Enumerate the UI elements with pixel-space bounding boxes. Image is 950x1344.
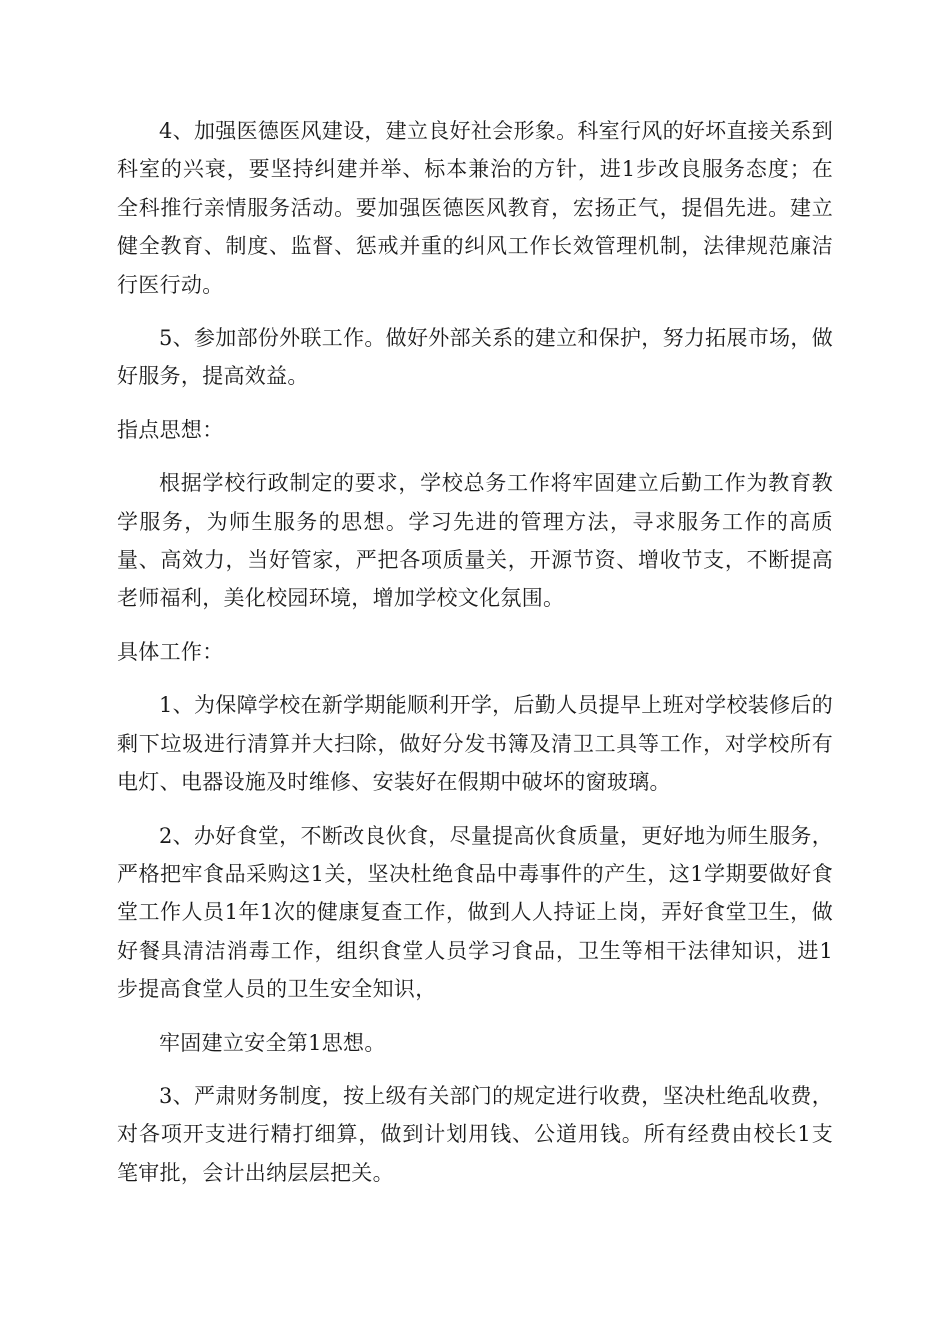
paragraph-work-2: 2、办好食堂，不断改良伙食，尽量提高伙食质量，更好地为师生服务，严格把牢食品采购这1关，坚决杜绝食品中毒事件的产生，这1学期要做好食堂工作人员1年1次的健康复查工作，做到人人持证上岗，弄好食堂卫生，做好餐具清洁消毒工作，组织食堂人员学习食品，卫生等相干法律知识，进1步提高食堂人员的卫生安全知识， [117,823,833,1002]
section-heading-specific-work: 具体工作： [117,639,224,664]
paragraph-work-1: 1、为保障学校在新学期能顺利开学，后勤人员提早上班对学校装修后的剩下垃圾进行清算并大扫除，做好分发书簿及清卫工具等工作，对学校所有电灯、电器设施及时维修、安装好在假期中破坏的窗玻璃。 [117,693,833,795]
paragraph-item-5: 5、参加部份外联工作。做好外部关系的建立和保护，努力拓展市场，做好服务，提高效益。 [117,326,833,389]
document-body [117,112,833,1207]
paragraph-safety-first: 牢固建立安全第1思想。 [159,1030,386,1055]
paragraph-guiding-thought: 根据学校行政制定的要求，学校总务工作将牢固建立后勤工作为教育教学服务，为师生服务的思想。学习先进的管理方法，寻求服务工作的高质量、高效力，当好管家，严把各项质量关，开源节资、增收节支，不断提高老师福利，美化校园环境，增加学校文化氛围。 [117,471,833,611]
section-heading-guiding-thought: 指点思想： [117,417,224,442]
paragraph-item-4: 4、加强医德医风建设，建立良好社会形象。科室行风的好坏直接关系到科室的兴衰，要坚持纠建并举、标本兼治的方针，进1步改良服务态度；在全科推行亲情服务活动。要加强医德医风教育，宏扬正气，提倡先进。建立健全教育、制度、监督、惩戒并重的纠风工作长效管理机制，法律规范廉洁行医行动。 [117,119,833,297]
paragraph-work-3: 3、严肃财务制度，按上级有关部门的规定进行收费，坚决杜绝乱收费，对各项开支进行精打细算，做到计划用钱、公道用钱。所有经费由校长1支笔审批，会计出纳层层把关。 [117,1083,833,1185]
